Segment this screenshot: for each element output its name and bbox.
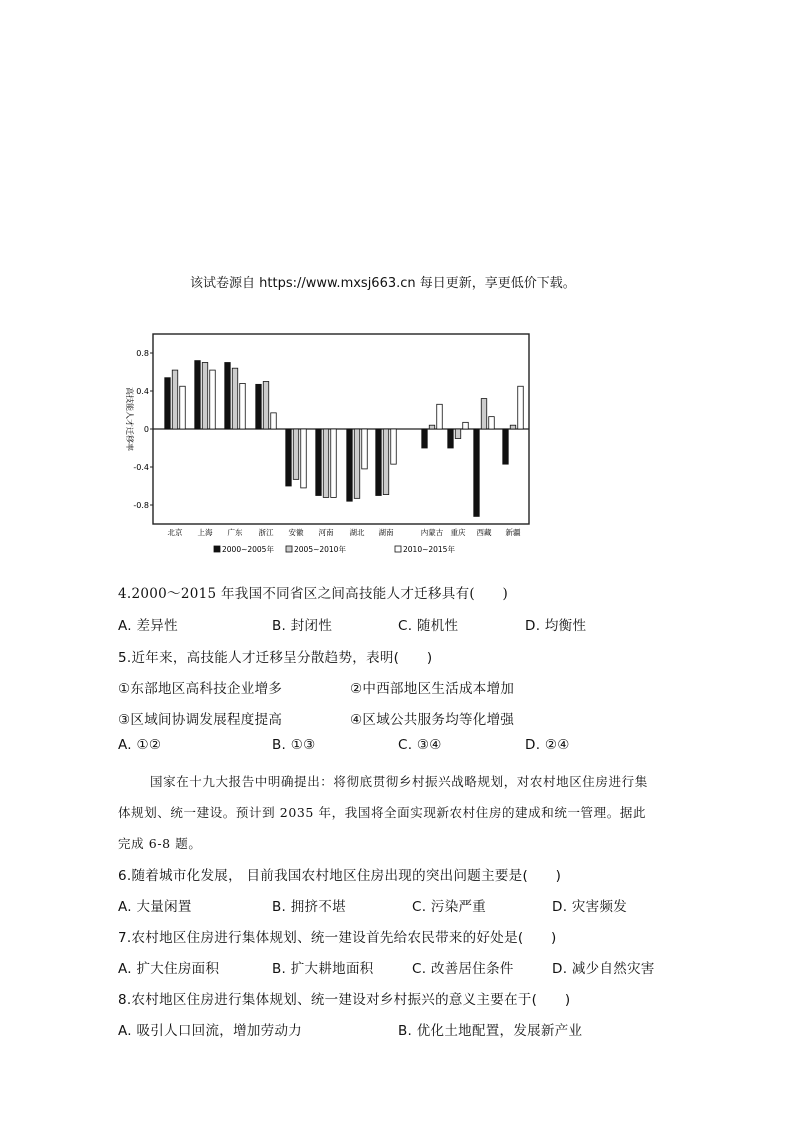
legend-label: 2005~2010年: [294, 545, 346, 554]
bar-湖南-2: [391, 429, 397, 464]
question-4-stem: 4.2000～2015 年我国不同省区之间高技能人才迁移具有( ): [118, 586, 509, 602]
bar-浙江-1: [263, 382, 269, 430]
legend-swatch: [214, 546, 220, 552]
bar-上海-2: [210, 370, 216, 429]
bar-河南-0: [316, 429, 322, 496]
question-5-option-a[interactable]: A. ①②: [118, 737, 162, 753]
bar-西藏-0: [474, 429, 480, 516]
x-tick-label: 重庆: [450, 528, 466, 537]
migration-rate-chart: [118, 330, 538, 570]
question-5-option-b[interactable]: B. ①③: [272, 737, 316, 753]
x-tick-label: 湖南: [378, 528, 394, 537]
passage-line-3: 完成 6-8 题。: [118, 836, 202, 851]
x-tick-label: 湖北: [349, 528, 365, 537]
y-tick-label: 0: [143, 425, 149, 434]
bar-上海-1: [202, 363, 208, 430]
question-7-option-a[interactable]: A. 扩大住房面积: [118, 961, 220, 977]
question-6-stem: 6.随着城市化发展， 目前我国农村地区住房出现的突出问题主要是( ): [118, 868, 562, 884]
passage-line-1: 国家在十九大报告中明确提出：将彻底贯彻乡村振兴战略规划，对农村地区住房进行集: [150, 774, 648, 789]
question-7-option-d[interactable]: D. 减少自然灾害: [552, 961, 655, 977]
question-4-option-d[interactable]: D. 均衡性: [525, 618, 587, 634]
y-tick-label: -0.4: [133, 463, 149, 472]
question-4-option-b[interactable]: B. 封闭性: [272, 618, 333, 634]
bar-湖北-0: [347, 429, 353, 501]
bar-北京-1: [172, 370, 178, 429]
legend-label: 2000~2005年: [222, 545, 274, 554]
bar-河南-2: [331, 429, 337, 497]
bar-西藏-1: [481, 399, 487, 429]
x-tick-label: 广东: [227, 528, 243, 537]
bar-安徽-1: [293, 429, 299, 479]
question-5-statement-3: ③区域间协调发展程度提高: [118, 712, 283, 728]
bar-北京-2: [180, 386, 186, 429]
question-8-option-a[interactable]: A. 吸引人口回流，增加劳动力: [118, 1023, 303, 1039]
y-tick-label: 0.4: [136, 387, 149, 396]
bar-新疆-0: [503, 429, 509, 464]
x-tick-label: 新疆: [505, 528, 521, 537]
bar-湖南-1: [383, 429, 389, 495]
bar-河南-1: [323, 429, 329, 497]
bar-新疆-2: [518, 386, 524, 429]
bar-湖南-0: [376, 429, 382, 496]
question-6-option-b[interactable]: B. 拥挤不堪: [272, 899, 346, 915]
question-6-option-d[interactable]: D. 灾害频发: [552, 899, 628, 915]
bar-内蒙古-0: [422, 429, 428, 448]
question-7-option-c[interactable]: C. 改善居住条件: [412, 961, 514, 977]
legend-swatch: [286, 546, 292, 552]
bar-广东-1: [232, 368, 238, 429]
question-6-option-c[interactable]: C. 污染严重: [412, 899, 487, 915]
bar-广东-0: [225, 363, 231, 430]
question-5-option-c[interactable]: C. ③④: [398, 737, 442, 753]
question-5-option-d[interactable]: D. ②④: [525, 737, 570, 753]
x-tick-label: 浙江: [258, 528, 274, 537]
question-4-option-a[interactable]: A. 差异性: [118, 618, 178, 634]
question-6-option-a[interactable]: A. 大量闲置: [118, 899, 192, 915]
bar-北京-0: [165, 378, 171, 429]
y-axis-label: 高技能人才迁移率: [125, 387, 134, 451]
bar-安徽-0: [286, 429, 292, 486]
bar-上海-0: [195, 361, 201, 429]
x-tick-label: 内蒙古: [420, 528, 444, 537]
bar-重庆-1: [455, 429, 461, 439]
question-5-statement-4: ④区域公共服务均等化增强: [350, 712, 515, 728]
y-tick-label: -0.8: [133, 501, 149, 510]
question-7-stem: 7.农村地区住房进行集体规划、统一建设首先给农民带来的好处是( ): [118, 930, 557, 946]
bar-浙江-0: [256, 384, 262, 429]
x-tick-label: 西藏: [476, 528, 492, 537]
bar-安徽-2: [301, 429, 307, 488]
bar-内蒙古-1: [429, 425, 435, 429]
passage-line-2: 体规划、统一建设。预计到 2035 年，我国将全面实现新农村住房的建成和统一管理。据此: [118, 805, 647, 820]
question-7-option-b[interactable]: B. 扩大耕地面积: [272, 961, 374, 977]
bar-西藏-2: [489, 417, 495, 429]
bar-广东-2: [240, 383, 246, 429]
question-5-statement-2: ②中西部地区生活成本增加: [350, 681, 515, 697]
bar-湖北-1: [354, 429, 360, 498]
bar-湖北-2: [362, 429, 368, 469]
bar-内蒙古-2: [437, 404, 443, 429]
x-tick-label: 北京: [167, 528, 183, 537]
question-8-option-b[interactable]: B. 优化土地配置，发展新产业: [398, 1023, 583, 1039]
y-tick-label: 0.8: [136, 349, 149, 358]
question-4-option-c[interactable]: C. 随机性: [398, 618, 459, 634]
bar-重庆-0: [448, 429, 454, 448]
bar-重庆-2: [463, 422, 469, 429]
bar-浙江-2: [271, 413, 277, 429]
question-8-stem: 8.农村地区住房进行集体规划、统一建设对乡村振兴的意义主要在于( ): [118, 992, 571, 1008]
x-tick-label: 安徽: [288, 528, 304, 537]
source-header: 该试卷源自 https://www.mxsj663.cn 每日更新，享更低价下载。: [190, 276, 576, 291]
legend-swatch: [395, 546, 401, 552]
legend-label: 2010~2015年: [403, 545, 455, 554]
question-5-stem: 5.近年来，高技能人才迁移呈分散趋势，表明( ): [118, 650, 433, 666]
x-tick-label: 上海: [197, 528, 213, 537]
question-5-statement-1: ①东部地区高科技企业增多: [118, 681, 283, 697]
bar-新疆-1: [510, 425, 516, 429]
x-tick-label: 河南: [318, 528, 334, 537]
